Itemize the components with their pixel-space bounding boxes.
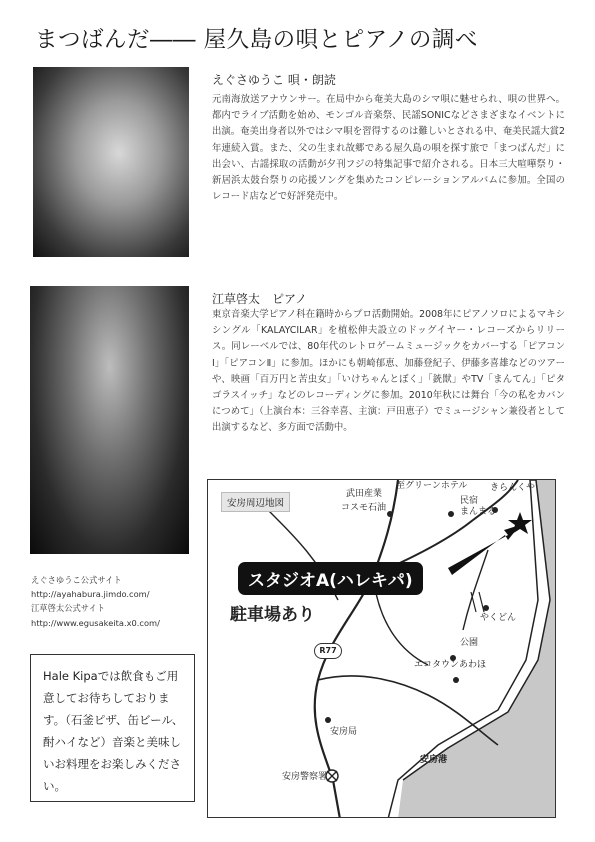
label-cosmo: コスモ石油	[341, 503, 387, 513]
area-map	[207, 479, 556, 818]
label-police: 安房警察署	[282, 772, 328, 782]
label-post: 安房局	[330, 727, 358, 737]
link-label-yuko: えぐさゆうこ公式サイト	[31, 575, 122, 585]
label-park: 公園	[460, 638, 479, 648]
route-badge: R77	[314, 643, 342, 659]
food-notice-box	[30, 654, 195, 802]
label-eco: エコタウンあわほ	[414, 660, 487, 670]
label-takeda: 武田産業	[346, 489, 383, 499]
performer-bio-keita: 東京音楽大学ピアノ科在籍時からプロ活動開始。2008年にピアノソロによるマキシシングル「KALAYCILAR」を植松伸夫設立のドッグイヤー・レコーズからリリース。同レーベルでは、80年代のレトロゲームミュージックをカバーする「ピアコンⅠ」「ピアコンⅡ」に参加。ほかにも朝崎郁恵、加藤登紀子、伊藤多喜雄などのツアーや、映画「百万円と苦虫女」「いけちゃんとぼく」「銃獣」やTV「まんてん」「ピタゴラスイッチ」などのレコーディングに参加。2010年秋には舞台「今の私をカバンにつめて」（上演台本：三谷幸喜、主演：戸田恵子）でミュージシャン兼役者として出演するなど、多方面で活動中。	[212, 309, 565, 434]
link-label-keita: 江草啓太公式サイト	[31, 603, 106, 614]
performer-name-yuko: えぐさゆうこ 唄・朗読	[212, 73, 336, 87]
map-roads	[208, 480, 556, 818]
parking-label: 駐車場あり	[230, 605, 315, 625]
label-hotel: 至グリーンホテル	[396, 481, 468, 491]
label-port: 安房港	[420, 755, 448, 765]
performer-photo-yuko	[33, 67, 189, 257]
performer-bio-yuko: 元南海放送アナウンサー。在局中から奄美大島のシマ唄に魅せられ、唄の世界へ。都内でライブ活動を始め、モンゴル音楽祭、民謡SONICなどさまざまなイベントに出演。奄美出身者以外ではシマ唄を習得するのは難しいとされる中、奄美民謡大賞2年連続入賞。また、父の生まれ故郷である屋久島の唄を探す旅で「まつばんだ」に出会い、古謡採取の活動が夕刊フジの特集記事で紹介される。日本三大喧嘩祭り・新居浜太鼓台祭りの応援ソングを集めたコンピレーションアルバムに参加。全国のレコード店などで好評発売中。	[212, 94, 565, 203]
label-kiran: きらんくや	[490, 483, 536, 493]
performer-name-keita: 江草啓太 ピアノ	[212, 292, 308, 306]
label-minshuku: 民宿 まんまる	[460, 496, 497, 517]
link-url-yuko[interactable]: http://ayahabura.jimdo.com/	[31, 589, 150, 600]
studio-label: スタジオA(ハレキパ)	[238, 562, 423, 595]
food-notice-text: Hale Kipaでは飲食もご用意してお待ちしております。（石釜ピザ、缶ビール、酎ハイなど）音楽と美味しいお料理をお楽しみください。	[43, 669, 184, 793]
label-yakudon: やくどん	[480, 613, 517, 623]
map-title: 安房周辺地図	[221, 492, 290, 512]
link-url-keita[interactable]: http://www.egusakeita.x0.com/	[31, 617, 160, 628]
page-title: まつばんだ―― 屋久島の唄とピアノの調べ	[35, 27, 478, 53]
official-links	[31, 573, 160, 630]
performer-photo-keita	[30, 286, 189, 554]
